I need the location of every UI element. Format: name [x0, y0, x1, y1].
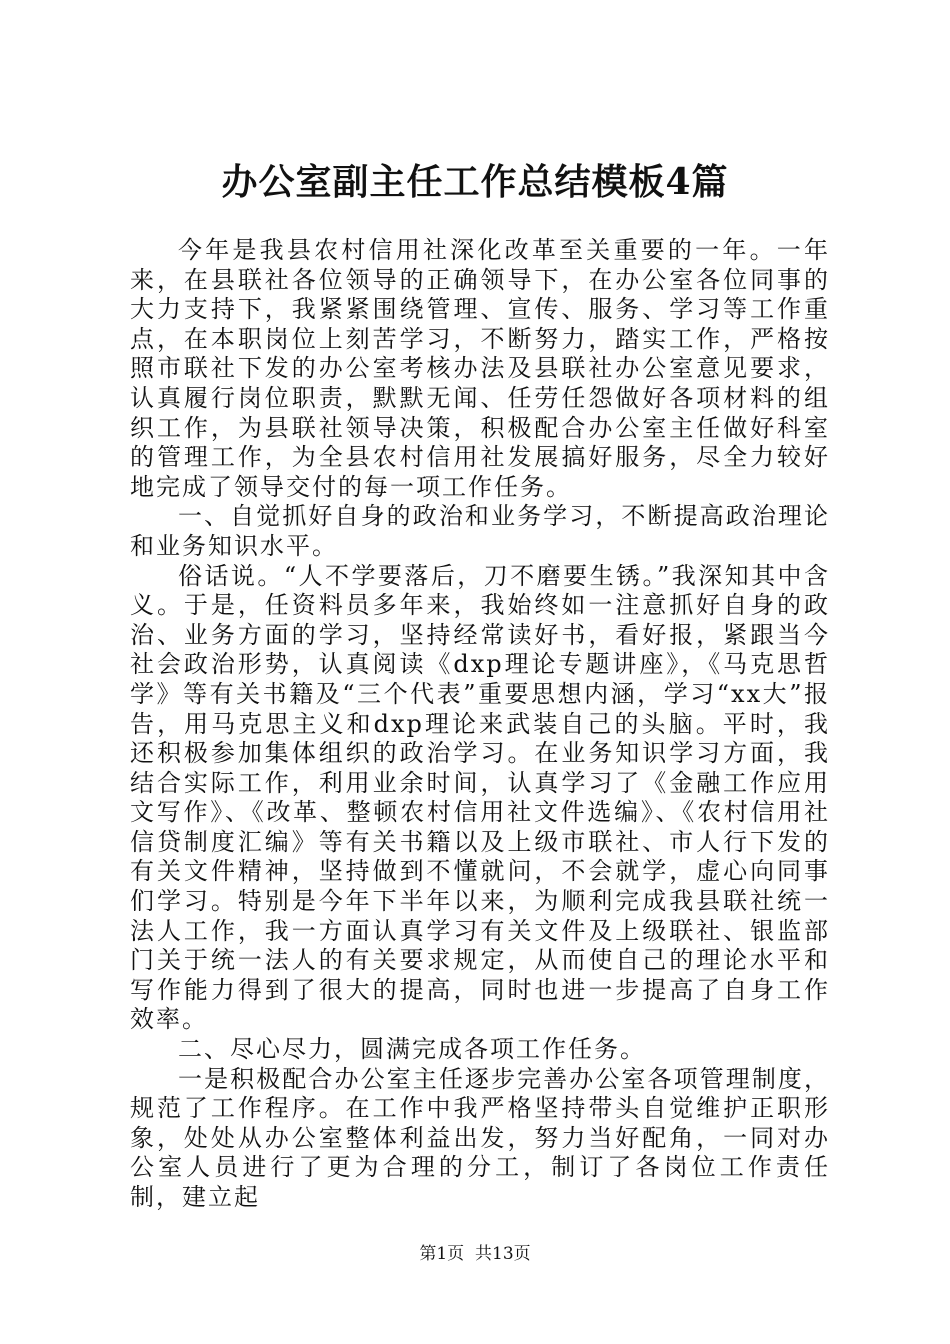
paragraph-study: 俗话说。“人不学要落后，刀不磨要生锈。”我深知其中含义。于是，任资料员多年来，我始终如一注意抓好自身的政治、业务方面的学习，坚持经常读好书，看好报，紧跟当今社会政治形势，认真阅读《dxp理论专题讲座》，《马克思哲学》等有关书籍及“三个代表”重要思想内涵，学习“xx大”报告，用马克思主义和dxp理论来武装自己的头脑。平时，我还积极参加集体组织的政治学习。在业务知识学习方面，我结合实际工作，利用业余时间，认真学习了《金融工作应用文写作》、《改革、整顿农村信用社文件选编》、《农村信用社信贷制度汇编》等有关书籍以及上级市联社、市人行下发的有关文件精神，坚持做到不懂就问，不会就学，虚心向同事们学习。特别是今年下半年以来，为顺利完成我县联社统一法人工作，我一方面认真学习有关文件及上级联社、银监部门关于统一法人的有关要求规定，从而使自己的理论水平和写作能力得到了很大的提高，同时也进一步提高了自身工作效率。: [130, 561, 830, 1034]
paragraph-intro: 今年是我县农村信用社深化改革至关重要的一年。一年来，在县联社各位领导的正确领导下，在办公室各位同事的大力支持下，我紧紧围绕管理、宣传、服务、学习等工作重点，在本职岗位上刻苦学习，不断努力，踏实工作，严格按照市联社下发的办公室考核办法及县联社办公室意见要求，认真履行岗位职责，默默无闻、任劳任怨做好各项材料的组织工作，为县联社领导决策，积极配合办公室主任做好科室的管理工作，为全县农村信用社发展搞好服务，尽全力较好地完成了领导交付的每一项工作任务。: [130, 236, 830, 501]
paragraph-heading-1: 一、自觉抓好自身的政治和业务学习，不断提高政治理论和业务知识水平。: [130, 502, 830, 560]
page-number: 第1页: [419, 1244, 465, 1264]
page-footer: [0, 1243, 950, 1265]
page-total: 共13页: [475, 1244, 531, 1264]
document-title: 办公室副主任工作总结模板4篇: [221, 161, 729, 203]
paragraph-work-1: 一是积极配合办公室主任逐步完善办公室各项管理制度，规范了工作程序。在工作中我严格坚持带头自觉维护正职形象，处处从办公室整体利益出发，努力当好配角，一同对办公室人员进行了更为合理的分工，制订了各岗位工作责任制，建立起: [130, 1064, 830, 1211]
paragraph-heading-2: 二、尽心尽力，圆满完成各项工作任务。: [178, 1035, 646, 1064]
document-body: [130, 236, 830, 1213]
